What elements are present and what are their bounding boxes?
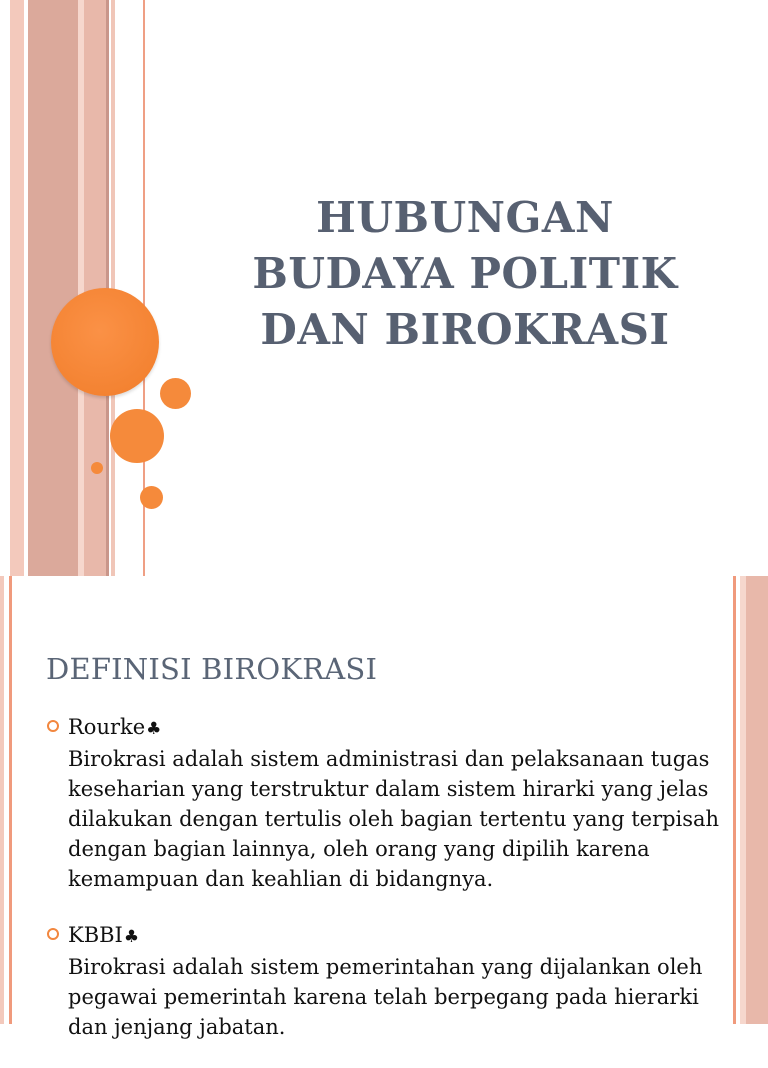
definition-text: Birokrasi adalah sistem pemerintahan yang dijalankan oleh pegawai pemerintah karena telah berpegang pada hierarki dan jenjang jabatan.	[68, 955, 703, 1039]
title-line: DAN BIROKRASI	[260, 305, 670, 354]
decor-stripe	[10, 0, 24, 576]
definition-item	[46, 920, 726, 1042]
decor-circle-icon	[110, 409, 164, 463]
definition-item	[46, 712, 726, 894]
bullet-ring-icon	[47, 928, 59, 940]
decor-circle-icon	[91, 462, 103, 474]
definition-source: KBBI♣	[68, 923, 140, 947]
title-line: BUDAYA POLITIK	[252, 249, 678, 298]
decor-stripe	[0, 576, 4, 1024]
content-slide	[0, 576, 768, 1039]
club-icon: ♣	[146, 719, 162, 739]
definition-text: Birokrasi adalah sistem administrasi dan pelaksanaan tugas keseharian yang terstruktur dalam sistem hirarki yang jelas dilakukan dengan tertulis oleh bagian tertentu yang terpisah dengan bagian lainnya, oleh orang yang dipilih karena kemampuan dan keahlian di bidangnya.	[68, 747, 720, 891]
decor-stripe	[733, 576, 736, 1024]
slide-title	[200, 190, 730, 358]
decor-circle-icon	[51, 288, 159, 396]
decor-circle-icon	[140, 486, 163, 509]
title-line: HUBUNGAN	[316, 193, 614, 242]
definition-list	[46, 712, 726, 1068]
bullet-ring-icon	[47, 720, 59, 732]
definition-source: Rourke♣	[68, 715, 162, 739]
decor-stripe	[746, 576, 768, 1024]
decor-stripe	[28, 0, 78, 576]
decor-circle-icon	[160, 378, 191, 409]
decor-stripe	[9, 576, 12, 1024]
slide-heading: DEFINISI BIROKRASI	[46, 652, 378, 686]
club-icon: ♣	[123, 927, 140, 947]
